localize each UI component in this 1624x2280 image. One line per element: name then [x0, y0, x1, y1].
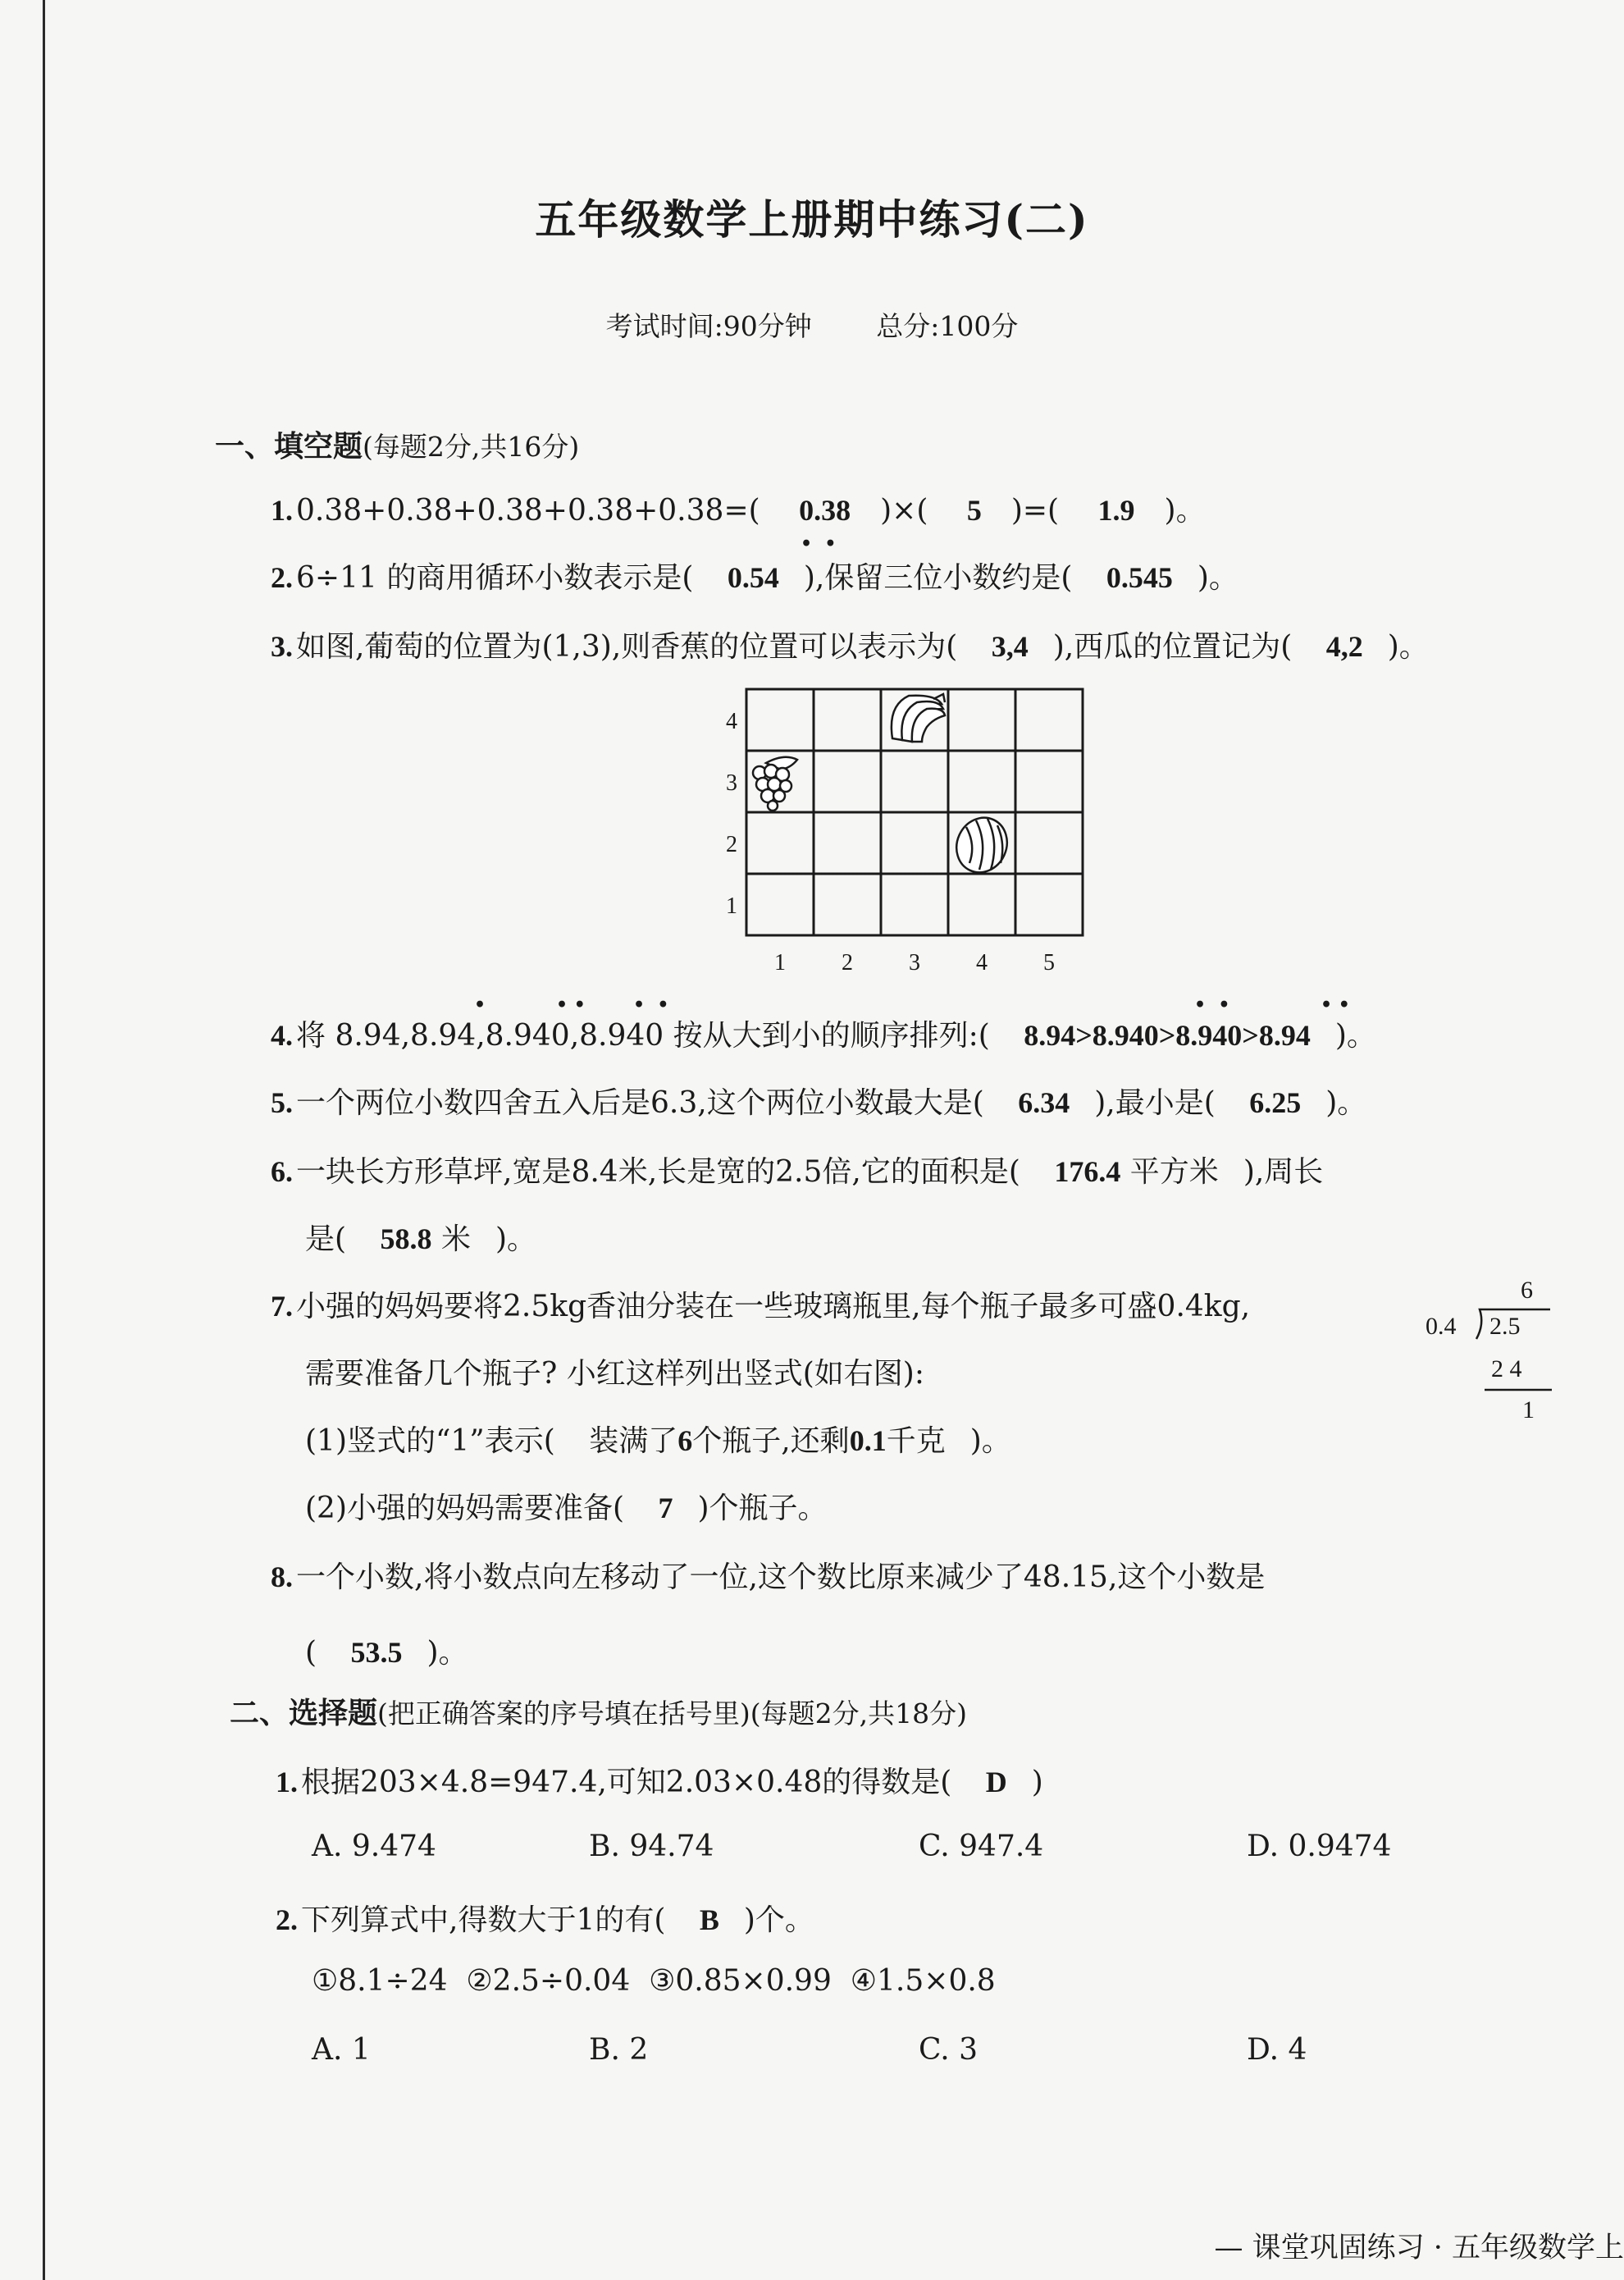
dividend: 2.5 — [1489, 1313, 1521, 1340]
repeating-dots: • • — [1194, 994, 1230, 1016]
answer-unit: 米 — [440, 1222, 471, 1256]
grapes-icon — [753, 757, 797, 811]
section2-title: 二、选择题 — [230, 1696, 378, 1730]
y-tick-label: 3 — [726, 770, 737, 796]
answer: 0.54 — [727, 561, 779, 594]
answer: 个瓶子,还剩 — [692, 1424, 850, 1458]
question-text: 一个小数,将小数点向左移动了一位,这个数比原来减少了48.15,这个小数是 — [296, 1560, 1266, 1594]
answer: 5 — [966, 494, 982, 527]
question-number: 6. — [271, 1155, 293, 1188]
product: 2 4 — [1491, 1355, 1522, 1382]
question-text: ),西瓜的位置记为( — [1052, 630, 1293, 664]
question-text: 0.38+0.38+0.38+0.38+0.38=( — [296, 494, 760, 528]
x-tick-label: 4 — [976, 950, 988, 976]
answer: 58.8 — [380, 1222, 432, 1255]
repeating-dots: • • — [801, 533, 837, 555]
divisor: 0.4 — [1426, 1313, 1457, 1340]
answer-unit: 平方米 — [1129, 1155, 1219, 1189]
question-number: 2. — [271, 561, 293, 594]
expression-list: ①8.1÷24 ②2.5÷0.04 ③0.85×0.99 ④1.5×0.8 — [312, 1964, 996, 1998]
banana-icon — [892, 694, 945, 742]
option-a: A. 1 — [312, 2033, 371, 2067]
answer: 6.34 — [1018, 1086, 1070, 1119]
question-number: 4. — [271, 1019, 293, 1052]
question-text: )。 — [1325, 1086, 1367, 1120]
question-text: )=( — [1010, 494, 1060, 528]
answer: 6 — [677, 1424, 693, 1457]
y-tick-label: 2 — [726, 832, 737, 857]
question-text: ( — [305, 1636, 317, 1670]
question-text: )。 — [1197, 561, 1239, 595]
option-a: A. 9.474 — [312, 1830, 436, 1863]
answer: 装满了 — [589, 1424, 678, 1458]
question-text: 小强的妈妈要将2.5kg香油分装在一些玻璃瓶里,每个瓶子最多可盛0.4kg, — [296, 1290, 1251, 1323]
option-b: B. 2 — [589, 2033, 649, 2067]
x-tick-label: 5 — [1043, 950, 1055, 976]
question-text: 如图,葡萄的位置为(1,3),则香蕉的位置可以表示为( — [296, 630, 958, 664]
question-text: )个瓶子。 — [697, 1492, 828, 1525]
section1-note: (每题2分,共16分) — [363, 431, 580, 463]
x-tick-label: 2 — [842, 950, 853, 976]
question-text: )个。 — [743, 1903, 814, 1937]
option-c: C. 3 — [919, 2033, 979, 2067]
question-number: 1. — [276, 1766, 298, 1798]
answer: 千克 — [886, 1424, 946, 1458]
question-1-7 — [271, 1283, 1250, 1325]
answer: D — [985, 1766, 1007, 1798]
answer: 1.9 — [1097, 494, 1135, 527]
page-footer: — 课堂巩固练习 · 五年级数学上 — [1214, 2232, 1624, 2264]
question-1-1 — [271, 487, 1206, 529]
question-number: 8. — [271, 1560, 293, 1593]
option-b: B. 94.74 — [589, 1830, 714, 1863]
option-c: C. 947.4 — [919, 1830, 1044, 1863]
question-2-2 — [276, 1897, 814, 1939]
question-text: 下列算式中,得数大于1的有( — [301, 1903, 666, 1937]
question-1-6 — [271, 1149, 1323, 1190]
question-1-8-line2 — [305, 1629, 468, 1671]
question-text: )。 — [1334, 1019, 1376, 1053]
question-1-6-line2 — [305, 1216, 536, 1258]
answer: 6.25 — [1249, 1086, 1302, 1119]
y-tick-label: 4 — [726, 709, 737, 734]
question-text: 将 8.94,8.94,8.940,8.940 按从大到小的顺序排列:( — [296, 1019, 990, 1053]
long-division — [1419, 1270, 1558, 1426]
quotient: 6 — [1521, 1277, 1533, 1304]
answer: 4,2 — [1325, 630, 1363, 663]
repeating-dots: • — [474, 994, 486, 1016]
question-text: ),最小是( — [1094, 1086, 1216, 1120]
question-text: ) — [1031, 1766, 1043, 1799]
repeating-dots: • • — [1321, 994, 1350, 1016]
y-tick-label: 1 — [726, 893, 737, 919]
question-1-7-sub2 — [305, 1485, 828, 1527]
remainder: 1 — [1522, 1396, 1535, 1423]
question-number: 7. — [271, 1290, 293, 1323]
question-number: 1. — [271, 494, 293, 527]
question-text: 一块长方形草坪,宽是8.4米,长是宽的2.5倍,它的面积是( — [296, 1155, 1020, 1189]
repeating-dots: • • — [633, 994, 669, 1016]
exam-meta — [0, 305, 1624, 344]
answer: 3,4 — [991, 630, 1029, 663]
repeating-dots: • • — [556, 994, 586, 1016]
question-text: ),保留三位小数约是( — [803, 561, 1073, 595]
exam-total-score: 总分:100分 — [876, 310, 1019, 342]
question-1-2 — [271, 555, 1239, 596]
question-text: )。 — [1164, 494, 1206, 528]
question-1-7-line2: 需要准备几个瓶子? 小红这样列出竖式(如右图): — [305, 1357, 924, 1391]
x-tick-label: 1 — [774, 950, 786, 976]
x-tick-label: 3 — [909, 950, 920, 976]
page-title: 五年级数学上册期中练习(二) — [535, 195, 1089, 244]
question-1-3 — [271, 624, 1429, 665]
question-number: 3. — [271, 630, 293, 663]
question-text: )。 — [969, 1424, 1011, 1458]
section2-note: (把正确答案的序号填在括号里)(每题2分,共18分) — [377, 1697, 967, 1729]
question-text: )。 — [495, 1222, 537, 1256]
answer: B — [699, 1903, 719, 1936]
answer: 8.94>8.940>8.940>8.94 — [1024, 1019, 1311, 1052]
question-1-7-sub1 — [305, 1418, 1011, 1460]
question-number: 5. — [271, 1086, 293, 1119]
question-text: 是( — [305, 1222, 347, 1256]
exam-time: 考试时间:90分钟 — [605, 310, 812, 342]
question-1-4 — [271, 1012, 1376, 1054]
section1-title: 一、填空题 — [215, 429, 363, 464]
option-d: D. 0.9474 — [1247, 1830, 1392, 1863]
answer: 0.1 — [849, 1424, 887, 1457]
answer: 0.38 — [799, 494, 851, 527]
coordinate-grid — [705, 681, 1099, 993]
question-1-8 — [271, 1554, 1265, 1596]
question-text: ),周长 — [1243, 1155, 1324, 1189]
question-text: 根据203×4.8=947.4,可知2.03×0.48的得数是( — [301, 1766, 952, 1799]
answer: 7 — [658, 1492, 673, 1524]
question-2-1 — [276, 1759, 1043, 1801]
question-text: )。 — [1387, 630, 1429, 664]
answer: 176.4 — [1054, 1155, 1121, 1188]
answer: 0.545 — [1106, 561, 1173, 594]
watermelon-icon — [947, 810, 1015, 881]
answer: 53.5 — [350, 1636, 403, 1669]
question-text: )。 — [427, 1636, 468, 1670]
question-number: 2. — [276, 1903, 298, 1936]
question-text: 6÷11 的商用循环小数表示是( — [296, 561, 694, 595]
question-1-5 — [271, 1080, 1366, 1122]
section1-heading — [215, 423, 579, 465]
section2-heading — [230, 1690, 967, 1732]
question-text: )×( — [880, 494, 928, 528]
question-text: 一个两位小数四舍五入后是6.3,这个两位小数最大是( — [296, 1086, 984, 1120]
question-text: (2)小强的妈妈需要准备( — [305, 1492, 625, 1525]
question-text: (1)竖式的“1”表示( — [305, 1424, 555, 1458]
option-d: D. 4 — [1247, 2033, 1307, 2067]
